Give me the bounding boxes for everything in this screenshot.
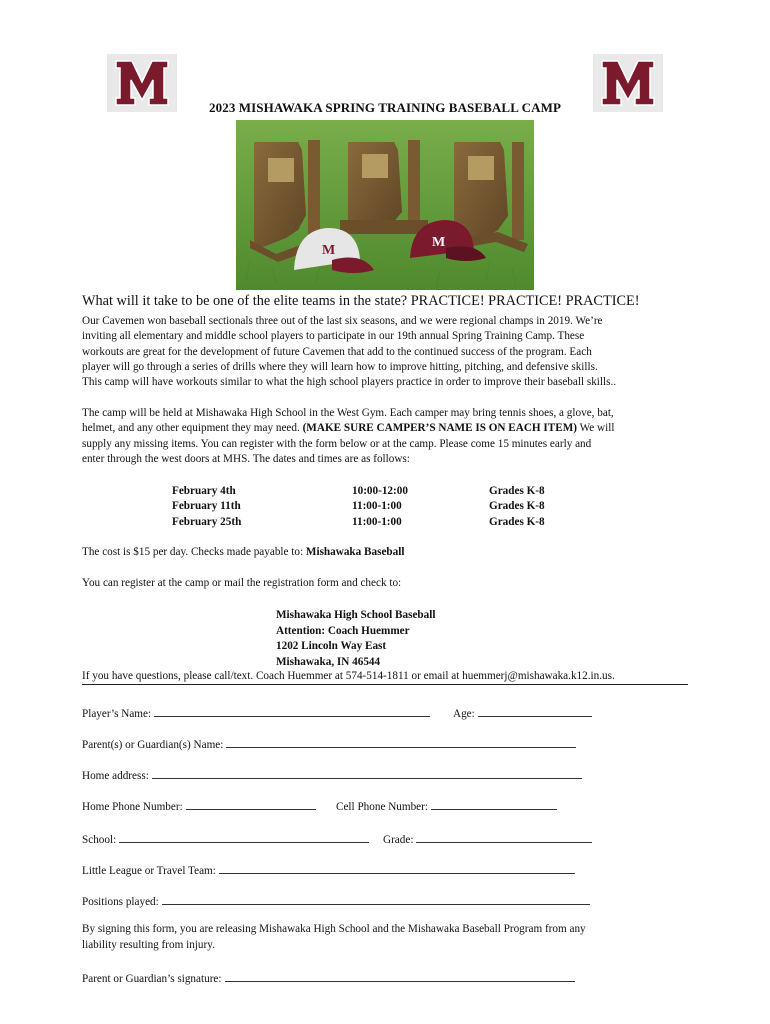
address-line: 1202 Lincoln Way East	[276, 640, 387, 652]
page-title: 2023 MISHAWAKA SPRING TRAINING BASEBALL CAMP	[209, 100, 561, 115]
svg-text:M: M	[322, 243, 336, 258]
school-blank[interactable]	[119, 831, 369, 843]
trophy-middle	[340, 140, 428, 234]
details-line: The camp will be held at Mishawaka High School in the West Gym. Each camper may bring tennis shoes, a glove, bat,	[82, 407, 614, 419]
age-label: Age:	[453, 708, 475, 720]
address-line: Mishawaka High School Baseball	[276, 609, 436, 621]
schedule-times	[352, 484, 408, 530]
home-phone-blank[interactable]	[186, 798, 316, 810]
schedule-grade: Grades K-8	[489, 485, 545, 497]
mailing-address	[276, 608, 435, 670]
address-line: Attention: Coach Huemmer	[276, 624, 410, 637]
positions-blank[interactable]	[162, 893, 590, 905]
cost-text: The cost is $15 per day. Checks made payable to:	[82, 546, 306, 558]
parent-name-blank[interactable]	[226, 736, 576, 748]
positions-label: Positions played:	[82, 896, 159, 908]
league-label: Little League or Travel Team:	[82, 865, 216, 877]
headline: What will it take to be one of the elite teams in the state? PRACTICE! PRACTICE! PRACTICE!	[82, 293, 640, 309]
schedule-date: February 4th	[172, 485, 236, 497]
signature-label: Parent or Guardian’s signature:	[82, 973, 222, 985]
cell-phone-blank[interactable]	[431, 798, 557, 810]
age-field[interactable]	[453, 705, 592, 720]
home-address-label: Home address:	[82, 770, 149, 782]
grade-field[interactable]	[383, 831, 592, 846]
signature-blank[interactable]	[225, 970, 575, 982]
svg-text:M: M	[432, 235, 446, 250]
cost-line	[82, 546, 404, 558]
details-text: helmet, and any other equipment they may need.	[82, 422, 303, 435]
school-label: School:	[82, 834, 117, 846]
signature-field[interactable]	[82, 970, 575, 985]
home-address-field[interactable]	[82, 767, 582, 782]
details-text: We will	[577, 422, 615, 435]
player-name-blank[interactable]	[154, 705, 430, 717]
trophies-photo	[236, 120, 534, 290]
home-phone-field[interactable]	[82, 798, 316, 813]
register-line: You can register at the camp or mail the registration form and check to:	[82, 577, 402, 589]
intro-line: inviting all elementary and middle school players to participate in our 19th annual Spring Training Camp. These	[82, 330, 585, 343]
details-line: enter through the west doors at MHS. The dates and times are as follows:	[82, 452, 410, 465]
positions-field[interactable]	[82, 893, 590, 908]
schedule-grade: Grades K-8	[489, 515, 545, 528]
waiver-line-2: liability resulting from injury.	[82, 939, 215, 951]
schedule-time: 11:00-1:00	[352, 500, 402, 513]
home-phone-label: Home Phone Number:	[82, 801, 183, 813]
divider	[82, 684, 688, 685]
schedule-time: 11:00-1:00	[352, 515, 402, 528]
payee-text: Mishawaka Baseball	[305, 546, 405, 558]
address-line: Mishawaka, IN 46544	[276, 655, 381, 668]
contact-line: If you have questions, please call/text. Coach Huemmer at 574-514-1811 or email at huemmerj@mishawaka.k12.in.us.	[82, 670, 615, 682]
player-name-field[interactable]	[82, 705, 430, 720]
league-blank[interactable]	[219, 862, 575, 874]
details-paragraph	[82, 406, 692, 467]
school-field[interactable]	[82, 831, 369, 846]
schedule-grades	[489, 484, 545, 530]
home-address-blank[interactable]	[152, 767, 582, 779]
grade-label: Grade:	[383, 834, 414, 846]
waiver-line-1: By signing this form, you are releasing Mishawaka High School and the Mishawaka Baseball Program from any	[82, 923, 586, 935]
schedule-date: February 25th	[172, 515, 242, 528]
intro-line: workouts are great for the development of future Cavemen that add to the continued success of the program. Each	[82, 345, 592, 358]
intro-line: This camp will have workouts similar to what the high school players practice in order to improve their baseball skills..	[82, 376, 617, 389]
grade-blank[interactable]	[416, 831, 592, 843]
equipment-notice: (MAKE SURE CAMPER’S NAME IS ON EACH ITEM)	[302, 422, 577, 435]
cell-phone-label: Cell Phone Number:	[336, 801, 428, 813]
schedule-dates	[172, 484, 241, 530]
cell-phone-field[interactable]	[336, 798, 557, 813]
intro-paragraph	[82, 314, 692, 390]
parent-name-label: Parent(s) or Guardian(s) Name:	[82, 739, 224, 751]
details-line	[82, 421, 692, 436]
schedule-date: February 11th	[172, 500, 241, 513]
details-line: supply any missing items. You can register with the form below or at the camp. Please come 15 minutes early and	[82, 437, 592, 450]
schedule-time: 10:00-12:00	[352, 485, 408, 497]
player-name-label: Player’s Name:	[82, 708, 152, 720]
schedule-grade: Grades K-8	[489, 500, 545, 513]
age-blank[interactable]	[478, 705, 592, 717]
league-field[interactable]	[82, 862, 575, 877]
intro-line: player will go through a series of drills where they will learn how to improve hitting, pitching, and defensive skills.	[82, 360, 598, 373]
parent-name-field[interactable]	[82, 736, 576, 751]
intro-line: Our Cavemen won baseball sectionals three out of the last six seasons, and we were regional champs in 2019. We’re	[82, 315, 603, 327]
